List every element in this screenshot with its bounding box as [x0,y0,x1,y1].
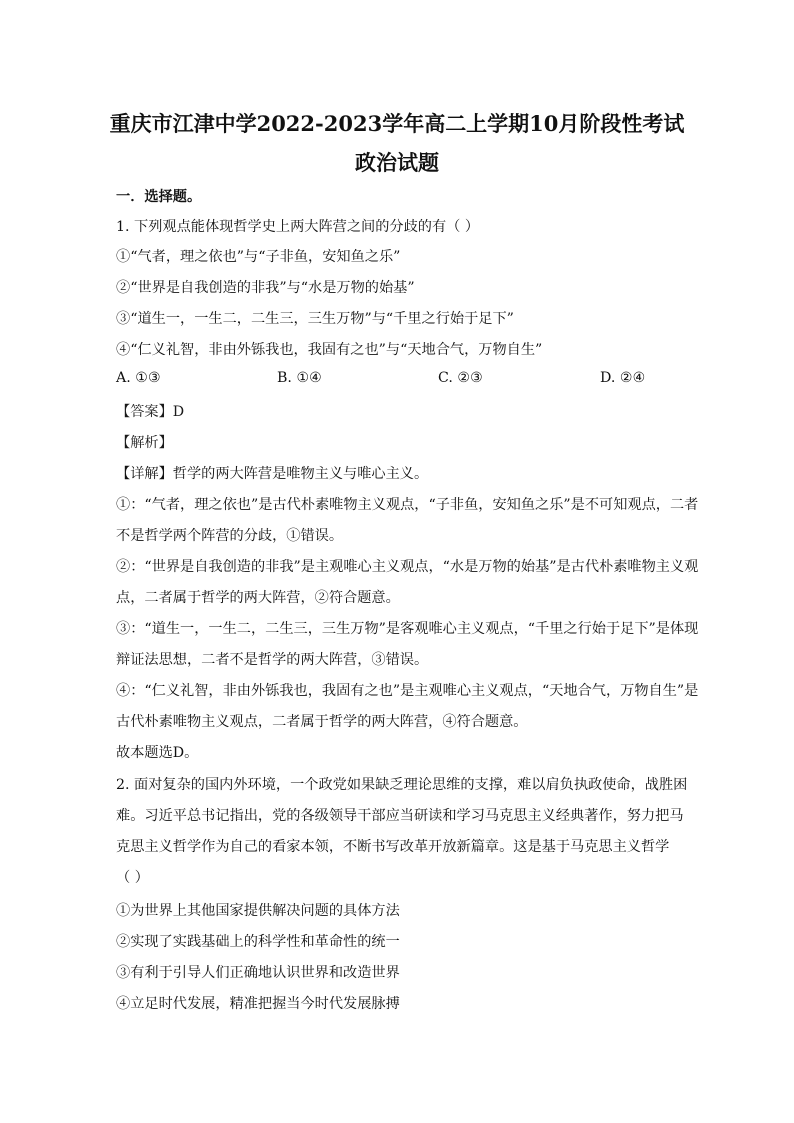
q1-detail-line: 古代朴素唯物主义观点，二者属于哲学的两大阵营，④符合题意。 [116,714,528,730]
q2-item-4: ④立足时代发展，精准把握当今时代发展脉搏 [116,996,400,1012]
q1-analysis-label: 【解析】 [116,435,173,451]
q1-option-b: B. ①④ [277,370,322,386]
q1-item-2: ②“世界是自我创造的非我”与“水是万物的始基” [116,280,415,296]
document-subtitle: 政治试题 [355,150,439,175]
q2-item-3: ③有利于引导人们正确地认识世界和改造世界 [116,965,400,981]
q1-stem: 1. 下列观点能体现哲学史上两大阵营之间的分歧的有（ ） [116,219,480,235]
q1-item-3: ③“道生一，一生二，二生三，三生万物”与“千里之行始于足下” [116,311,514,327]
q1-detail-line: 【详解】哲学的两大阵营是唯物主义与唯心主义。 [116,466,429,482]
q1-item-1: ①“气者，理之依也”与“子非鱼，安知鱼之乐” [116,249,401,265]
q1-conclusion: 故本题选D。 [116,745,199,761]
section-heading: 一．选择题。 [116,189,202,205]
q2-stem-line: 难。习近平总书记指出，党的各级领导干部应当研读和学习马克思主义经典著作，努力把马 [116,808,684,824]
q1-option-c: C. ②③ [438,370,483,386]
q2-stem-blank: （ ） [116,870,149,886]
q1-answer: 【答案】D [116,404,185,420]
q2-item-1: ①为世界上其他国家提供解决问题的具体方法 [116,903,400,919]
q1-detail-line: ④：“仁义礼智，非由外铄我也，我固有之也”是主观唯心主义观点，“天地合气，万物自生”是 [116,683,699,699]
q2-item-2: ②实现了实践基础上的科学性和革命性的统一 [116,934,400,950]
document-title: 重庆市江津中学2022-2023学年高二上学期10月阶段性考试 [109,111,685,136]
q1-detail-line: ①：“气者，理之依也”是古代朴素唯物主义观点，“子非鱼，安知鱼之乐”是不可知观点，二者 [116,497,699,513]
q1-item-4: ④“仁义礼智，非由外铄我也，我固有之也”与“天地合气，万物自生” [116,342,543,358]
q1-detail-line: 点，二者属于哲学的两大阵营，②符合题意。 [116,590,400,606]
q1-option-a: A. ①③ [116,370,161,386]
q1-option-d: D. ②④ [600,370,646,386]
q1-detail-line: 不是哲学两个阵营的分歧，①错误。 [116,528,344,544]
q1-detail-line: ③：“道生一，一生二，二生三，三生万物”是客观唯心主义观点，“千里之行始于足下”是体现 [116,621,699,637]
q1-detail-line: ②：“世界是自我创造的非我”是主观唯心主义观点，“水是万物的始基”是古代朴素唯物主义观 [116,559,699,575]
q1-detail-line: 辩证法思想，二者不是哲学的两大阵营，③错误。 [116,652,429,668]
q2-stem-line: 克思主义哲学作为自己的看家本领，不断书写改革开放新篇章。这是基于马克思主义哲学 [116,839,670,855]
q2-stem-line: 2. 面对复杂的国内外环境，一个政党如果缺乏理论思维的支撑，难以肩负执政使命，战胜困 [116,777,688,793]
